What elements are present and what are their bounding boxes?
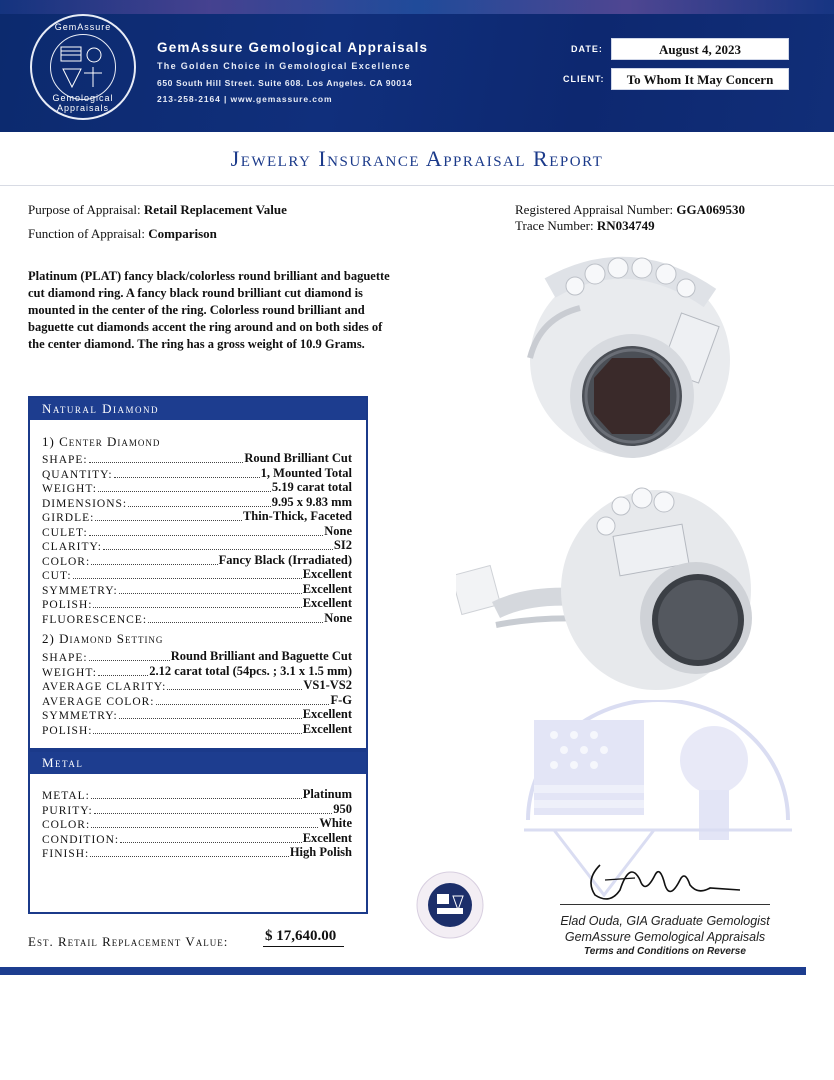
- spec-leader-dots: [167, 689, 302, 690]
- spec-label: WEIGHT:: [42, 483, 97, 495]
- spec-value: 1, Mounted Total: [260, 465, 352, 480]
- spec-row: [42, 803, 352, 817]
- spec-value: Round Brilliant Cut: [244, 451, 352, 465]
- spec-row: [42, 846, 352, 860]
- signature-line: [560, 904, 770, 905]
- spec-row: [42, 650, 352, 664]
- spec-row: [42, 481, 352, 495]
- spec-leader-dots: [89, 660, 170, 661]
- spec-value: Round Brilliant and Baguette Cut: [170, 649, 352, 663]
- spec-label: CULET:: [42, 526, 88, 539]
- header-color-strip: [0, 0, 834, 14]
- appraiser-name: Elad Ouda, GIA Graduate Gemologist: [560, 914, 770, 928]
- registered-appraisal-number: [515, 202, 745, 218]
- date-field: August 4, 2023: [611, 38, 789, 60]
- spec-leader-dots: [119, 718, 302, 719]
- spec-leader-dots: [89, 535, 324, 536]
- spec-leader-dots: [91, 798, 302, 799]
- spec-row: [42, 525, 352, 539]
- function-value: Comparison: [148, 226, 217, 241]
- spec-row: [42, 554, 352, 568]
- spec-value: Excellent: [302, 581, 352, 596]
- date-label: DATE:: [571, 44, 603, 54]
- spec-leader-dots: [94, 813, 333, 814]
- hologram-seal-icon: [415, 870, 485, 940]
- purpose-of-appraisal: [28, 202, 287, 218]
- spec-value: Excellent: [302, 707, 352, 721]
- reg-value: GGA069530: [676, 202, 746, 217]
- spec-label: SYMMETRY:: [42, 584, 118, 597]
- spec-leader-dots: [128, 506, 271, 507]
- spec-row: [42, 539, 352, 553]
- spec-value: Excellent: [302, 830, 352, 845]
- seal-text-bottom: Gemological Appraisals: [52, 93, 114, 113]
- spec-label: QUANTITY:: [42, 468, 113, 481]
- seal-text-top: GemAssure: [54, 22, 112, 32]
- spec-value: 2.12 carat total (54pcs. ; 3.1 x 1.5 mm): [149, 663, 352, 678]
- spec-label: POLISH:: [42, 724, 93, 737]
- spec-label: SHAPE:: [42, 454, 88, 466]
- trace-value: RN034749: [596, 218, 655, 233]
- seal-emblem-icon: [50, 34, 116, 100]
- spec-label: COLOR:: [42, 555, 91, 568]
- spec-leader-dots: [91, 827, 318, 828]
- company-contact: 213-258-2164 | www.gemassure.com: [157, 94, 333, 104]
- title-divider: [0, 185, 834, 186]
- spec-value: Excellent: [302, 721, 352, 736]
- appraiser-company: GemAssure Gemological Appraisals: [564, 930, 766, 944]
- value-amount: $ 17,640.00: [263, 928, 344, 947]
- spec-leader-dots: [95, 520, 242, 521]
- natural-diamond-section: [28, 396, 368, 750]
- ring-photo-side: [456, 480, 756, 695]
- spec-leader-dots: [93, 733, 301, 734]
- spec-row: [42, 694, 352, 708]
- client-label: CLIENT:: [563, 74, 605, 84]
- company-address: 650 South Hill Street. Suite 608. Los Angeles. CA 90014: [157, 78, 413, 88]
- spec-value: SI2: [333, 538, 352, 552]
- spec-leader-dots: [73, 578, 302, 579]
- spec-label: GIRDLE:: [42, 512, 95, 524]
- spec-value: White: [319, 816, 352, 830]
- spec-row: [42, 788, 352, 802]
- spec-row: [42, 723, 352, 737]
- spec-label: COLOR:: [42, 819, 91, 831]
- spec-leader-dots: [119, 593, 302, 594]
- spec-row: [42, 612, 352, 626]
- spec-label: CLARITY:: [42, 541, 102, 553]
- spec-leader-dots: [156, 704, 330, 705]
- metal-heading: Metal: [30, 752, 366, 774]
- spec-value: Excellent: [302, 567, 352, 581]
- spec-value: 5.19 carat total: [271, 480, 352, 494]
- company-name: GemAssure Gemological Appraisals: [157, 40, 429, 55]
- item-description: Platinum (PLAT) fancy black/colorless round brilliant and baguette cut diamond ring. A fancy black round brilliant cut diamond is mounted in the center of the ring. Colorless round brilliant and baguette cut diamonds accent the ring around and on both sides of the center diamond. The ring has a gross weight of 10.9 Grams.: [28, 269, 390, 351]
- spec-row: [42, 832, 352, 846]
- spec-leader-dots: [91, 564, 218, 565]
- spec-value: None: [324, 523, 352, 538]
- company-tagline: The Golden Choice in Gemological Excellence: [157, 61, 411, 71]
- metal-section: [28, 750, 368, 914]
- spec-label: SHAPE:: [42, 652, 88, 664]
- spec-leader-dots: [93, 607, 301, 608]
- spec-row: [42, 665, 352, 679]
- footer-rule: [0, 967, 806, 975]
- spec-label: WEIGHT:: [42, 666, 97, 679]
- function-label: Function of Appraisal:: [28, 226, 145, 241]
- reg-label: Registered Appraisal Number:: [515, 202, 674, 217]
- spec-row: [42, 510, 352, 524]
- spec-value: High Polish: [289, 845, 352, 859]
- spec-label: CUT:: [42, 570, 72, 582]
- spec-row: [42, 679, 352, 693]
- spec-label: AVERAGE COLOR:: [42, 695, 155, 708]
- spec-label: FLUORESCENCE:: [42, 613, 148, 626]
- spec-label: POLISH:: [42, 599, 93, 611]
- spec-label: PURITY:: [42, 804, 93, 817]
- spec-label: DIMENSIONS:: [42, 497, 128, 510]
- spec-leader-dots: [114, 477, 260, 478]
- spec-leader-dots: [103, 549, 333, 550]
- report-title: Jewelry Insurance Appraisal Report: [230, 146, 604, 171]
- appraiser-signature: [580, 850, 750, 905]
- spec-label: FINISH:: [42, 848, 90, 860]
- spec-label: AVERAGE CLARITY:: [42, 681, 167, 693]
- company-seal-logo: [30, 14, 136, 120]
- spec-value: Fancy Black (Irradiated): [218, 552, 352, 567]
- purpose-value: Retail Replacement Value: [143, 202, 287, 217]
- spec-value: F-G: [330, 692, 352, 707]
- center-diamond-heading: 1) Center Diamond: [42, 434, 161, 449]
- spec-row: [42, 597, 352, 611]
- spec-label: CONDITION:: [42, 833, 120, 846]
- function-of-appraisal: [28, 226, 217, 242]
- spec-row: [42, 708, 352, 722]
- spec-label: SYMMETRY:: [42, 710, 118, 722]
- spec-row: [42, 568, 352, 582]
- spec-leader-dots: [89, 462, 244, 463]
- spec-value: Platinum: [302, 787, 352, 801]
- spec-row: [42, 452, 352, 466]
- trace-label: Trace Number:: [515, 218, 594, 233]
- spec-value: 9.95 x 9.83 mm: [271, 494, 352, 509]
- spec-row: [42, 583, 352, 597]
- spec-row: [42, 496, 352, 510]
- spec-leader-dots: [98, 675, 148, 676]
- spec-value: VS1-VS2: [303, 678, 352, 692]
- spec-leader-dots: [120, 842, 302, 843]
- purpose-label: Purpose of Appraisal:: [28, 202, 141, 217]
- trace-number: [515, 218, 655, 234]
- spec-value: Excellent: [302, 596, 352, 610]
- terms-note: Terms and Conditions on Reverse: [584, 946, 746, 957]
- spec-label: METAL:: [42, 790, 90, 802]
- spec-value: 950: [333, 801, 352, 816]
- spec-row: [42, 817, 352, 831]
- ring-photo-top: [520, 248, 740, 468]
- natural-diamond-heading: Natural Diamond: [30, 398, 366, 420]
- value-label: Est. Retail Replacement Value:: [28, 934, 229, 949]
- spec-value: Thin-Thick, Faceted: [242, 509, 352, 523]
- spec-leader-dots: [148, 622, 323, 623]
- diamond-setting-heading: 2) Diamond Setting: [42, 631, 164, 646]
- letterhead-banner: [0, 0, 834, 132]
- spec-leader-dots: [90, 856, 289, 857]
- spec-value: None: [324, 610, 352, 625]
- client-field: To Whom It May Concern: [611, 68, 789, 90]
- spec-row: [42, 467, 352, 481]
- spec-leader-dots: [98, 491, 271, 492]
